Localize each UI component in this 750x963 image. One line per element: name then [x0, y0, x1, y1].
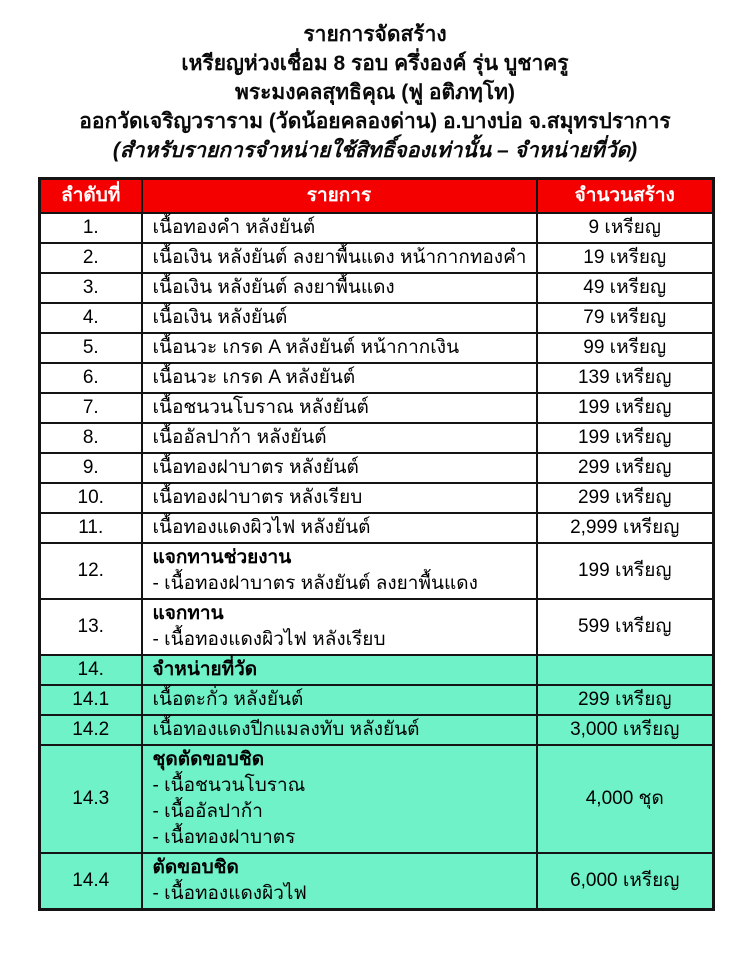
cell-item [142, 303, 537, 333]
cell-quantity: 49 เหรียญ [537, 273, 714, 303]
document-header [0, 0, 750, 165]
item-line: เนื้อชนวนโบราณ หลังยันต์ [152, 397, 369, 418]
cell-quantity: 6,000 เหรียญ [537, 853, 714, 910]
cell-item [142, 333, 537, 363]
cell-index: 6. [40, 363, 142, 393]
cell-item [142, 243, 537, 273]
cell-index: 1. [40, 213, 142, 243]
cell-quantity: 3,000 เหรียญ [537, 715, 714, 745]
item-line: เนื้อเงิน หลังยันต์ ลงยาพื้นแดง หน้ากากทองคำ [152, 247, 527, 268]
item-line: เนื้อทองคำ หลังยันต์ [152, 217, 316, 238]
table-row [40, 685, 714, 715]
item-line: - เนื้อชนวนโบราณ [152, 775, 306, 796]
cell-item [142, 745, 537, 853]
cell-index: 11. [40, 513, 142, 543]
cell-quantity: 19 เหรียญ [537, 243, 714, 273]
item-line: เนื้อตะกั่ว หลังยันต์ [152, 689, 304, 710]
item-line: เนื้อทองฝาบาตร หลังเรียบ [152, 487, 363, 508]
table-row [40, 745, 714, 853]
cell-index: 12. [40, 543, 142, 599]
item-line: - เนื้ออัลปาก้า [152, 801, 263, 822]
cell-quantity: 299 เหรียญ [537, 483, 714, 513]
cell-quantity: 79 เหรียญ [537, 303, 714, 333]
col-header-item: รายการ [142, 179, 537, 214]
item-line: เนื้อทองฝาบาตร หลังยันต์ [152, 457, 359, 478]
cell-quantity: 199 เหรียญ [537, 393, 714, 423]
production-table [38, 177, 715, 911]
doc-note: (สำหรับรายการจำหน่ายใช้สิทธิ์จองเท่านั้น – จำหน่ายที่วัด) [112, 139, 638, 162]
cell-index: 14.1 [40, 685, 142, 715]
col-header-quantity: จำนวนสร้าง [537, 179, 714, 214]
cell-index: 5. [40, 333, 142, 363]
table-row [40, 213, 714, 243]
table-row [40, 243, 714, 273]
item-line: - เนื้อทองแดงผิวไฟ [152, 883, 307, 904]
cell-item [142, 213, 537, 243]
table-body [40, 213, 714, 910]
doc-subtitle-monk: พระมงคลสุทธิคุณ (ฟู อติภทฺโท) [234, 81, 515, 104]
table-row [40, 453, 714, 483]
item-line: - เนื้อทองแดงผิวไฟ หลังเรียบ [152, 629, 386, 650]
item-line: - เนื้อทองฝาบาตร [152, 827, 296, 848]
cell-index: 14. [40, 655, 142, 685]
cell-quantity: 2,999 เหรียญ [537, 513, 714, 543]
table-row [40, 513, 714, 543]
cell-item [142, 423, 537, 453]
cell-index: 7. [40, 393, 142, 423]
table-row [40, 423, 714, 453]
table-row [40, 303, 714, 333]
cell-quantity: 299 เหรียญ [537, 453, 714, 483]
cell-index: 14.4 [40, 853, 142, 910]
table-row [40, 273, 714, 303]
cell-item [142, 273, 537, 303]
cell-item [142, 715, 537, 745]
table-row [40, 333, 714, 363]
cell-quantity: 4,000 ชุด [537, 745, 714, 853]
table-row [40, 543, 714, 599]
item-line: - เนื้อทองฝาบาตร หลังยันต์ ลงยาพื้นแดง [152, 573, 478, 594]
item-line: เนื้อเงิน หลังยันต์ [152, 307, 288, 328]
item-heading: จำหน่ายที่วัด [152, 659, 258, 680]
cell-quantity: 139 เหรียญ [537, 363, 714, 393]
cell-index: 13. [40, 599, 142, 655]
cell-quantity: 199 เหรียญ [537, 543, 714, 599]
cell-index: 8. [40, 423, 142, 453]
table-header-row [40, 179, 714, 214]
col-header-index: ลำดับที่ [40, 179, 142, 214]
table-row [40, 483, 714, 513]
item-line: เนื้อเงิน หลังยันต์ ลงยาพื้นแดง [152, 277, 395, 298]
item-heading: แจกทาน [152, 603, 224, 624]
table-row [40, 363, 714, 393]
cell-item [142, 599, 537, 655]
item-line: เนื้อทองแดงปีกแมลงทับ หลังยันต์ [152, 719, 420, 740]
item-line: เนื้อทองแดงผิวไฟ หลังยันต์ [152, 517, 371, 538]
item-line: เนื้ออัลปาก้า หลังยันต์ [152, 427, 327, 448]
cell-quantity: 599 เหรียญ [537, 599, 714, 655]
doc-subtitle-series: เหรียญห่วงเชื่อม 8 รอบ ครึ่งองค์ รุ่น บูชาครู [181, 52, 569, 75]
cell-item [142, 655, 537, 685]
cell-index: 3. [40, 273, 142, 303]
cell-quantity: 299 เหรียญ [537, 685, 714, 715]
cell-item [142, 393, 537, 423]
item-heading: ชุดตัดขอบชิด [152, 749, 265, 770]
cell-item [142, 685, 537, 715]
cell-item [142, 513, 537, 543]
table-row [40, 853, 714, 910]
cell-item [142, 453, 537, 483]
cell-item [142, 483, 537, 513]
item-line: เนื้อนวะ เกรด A หลังยันต์ [152, 367, 356, 388]
cell-quantity: 199 เหรียญ [537, 423, 714, 453]
cell-item [142, 543, 537, 599]
cell-item [142, 363, 537, 393]
cell-index: 2. [40, 243, 142, 273]
cell-index: 4. [40, 303, 142, 333]
cell-item [142, 853, 537, 910]
item-line: เนื้อนวะ เกรด A หลังยันต์ หน้ากากเงิน [152, 337, 460, 358]
cell-quantity: 9 เหรียญ [537, 213, 714, 243]
item-heading: แจกทานช่วยงาน [152, 547, 292, 568]
doc-title: รายการจัดสร้าง [303, 23, 447, 46]
table-row [40, 393, 714, 423]
table-row [40, 715, 714, 745]
cell-quantity [537, 655, 714, 685]
cell-quantity: 99 เหรียญ [537, 333, 714, 363]
cell-index: 14.2 [40, 715, 142, 745]
item-heading: ตัดขอบชิด [152, 857, 239, 878]
doc-subtitle-temple: ออกวัดเจริญวราราม (วัดน้อยคลองด่าน) อ.บางบ่อ จ.สมุทรปราการ [79, 110, 671, 133]
table-row [40, 655, 714, 685]
cell-index: 14.3 [40, 745, 142, 853]
cell-index: 10. [40, 483, 142, 513]
table-row [40, 599, 714, 655]
cell-index: 9. [40, 453, 142, 483]
